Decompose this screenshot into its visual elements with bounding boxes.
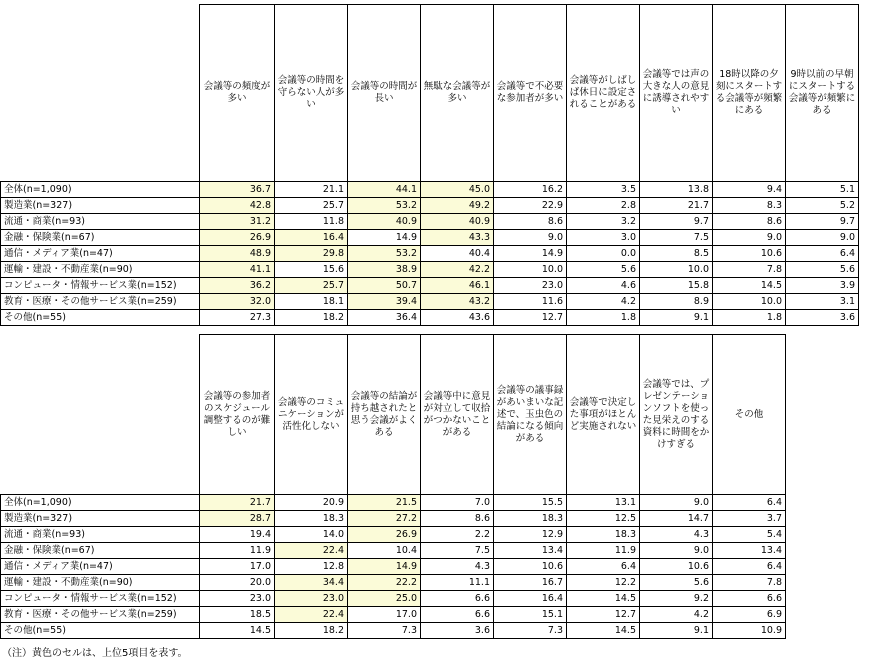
value-cell: 27.3 [200,310,275,326]
value-cell: 7.3 [348,623,421,639]
value-cell: 13.1 [567,495,640,511]
value-cell: 9.0 [494,230,567,246]
value-cell: 6.4 [713,495,786,511]
value-cell: 15.6 [275,262,348,278]
value-cell: 7.5 [421,543,494,559]
row-label: 通信・メディア業(n=47) [1,559,200,575]
value-cell: 14.0 [275,527,348,543]
value-cell: 14.9 [348,230,421,246]
value-cell: 5.6 [567,262,640,278]
value-cell: 13.4 [494,543,567,559]
value-cell: 7.0 [421,495,494,511]
value-cell: 6.4 [567,559,640,575]
value-cell: 53.2 [348,246,421,262]
value-cell: 12.7 [494,310,567,326]
value-cell: 9.7 [640,214,713,230]
value-cell: 34.4 [275,575,348,591]
row-label: 全体(n=1,090) [1,495,200,511]
table-row [1,246,859,262]
value-cell: 26.9 [200,230,275,246]
value-cell: 14.7 [640,511,713,527]
column-header: 会議等がしばしば休日に設定されることがある [567,5,640,182]
value-cell: 29.8 [275,246,348,262]
column-header: 会議等の時間が長い [348,5,421,182]
column-header: 会議等の頻度が多い [200,5,275,182]
value-cell: 3.2 [567,214,640,230]
value-cell: 41.1 [200,262,275,278]
table-row [1,182,859,198]
value-cell: 10.6 [640,559,713,575]
table-row [1,230,859,246]
row-label: 製造業(n=327) [1,511,200,527]
table-row [1,214,859,230]
value-cell: 20.0 [200,575,275,591]
value-cell: 3.6 [786,310,859,326]
column-header: 9時以前の早朝にスタートする会議等が頻繁にある [786,5,859,182]
row-label: 金融・保険業(n=67) [1,230,200,246]
value-cell: 49.2 [421,198,494,214]
table-row [1,511,786,527]
value-cell: 8.6 [421,511,494,527]
value-cell: 14.9 [348,559,421,575]
value-cell: 16.2 [494,182,567,198]
value-cell: 42.2 [421,262,494,278]
column-header: 会議等中に意見が対立して収拾がつかないことがある [421,335,494,495]
value-cell: 26.9 [348,527,421,543]
table-row [1,198,859,214]
row-label: 教育・医療・その他サービス業(n=259) [1,607,200,623]
value-cell: 40.9 [348,214,421,230]
row-label: 全体(n=1,090) [1,182,200,198]
value-cell: 21.1 [275,182,348,198]
table-row [1,543,786,559]
value-cell: 10.0 [640,262,713,278]
value-cell: 18.1 [275,294,348,310]
column-header: 会議等の議事録があいまいな記述で、玉虫色の結論になる傾向がある [494,335,567,495]
value-cell: 7.3 [494,623,567,639]
value-cell: 40.9 [421,214,494,230]
value-cell: 23.0 [200,591,275,607]
value-cell: 18.3 [494,511,567,527]
value-cell: 12.8 [275,559,348,575]
value-cell: 5.4 [713,527,786,543]
column-header: 会議等では、プレゼンテーションソフトを使った見栄えのする資料に時間をかけすぎる [640,335,713,495]
value-cell: 22.9 [494,198,567,214]
value-cell: 48.9 [200,246,275,262]
value-cell: 25.7 [275,198,348,214]
value-cell: 11.6 [494,294,567,310]
value-cell: 11.9 [567,543,640,559]
value-cell: 14.5 [567,623,640,639]
value-cell: 5.2 [786,198,859,214]
value-cell: 25.0 [348,591,421,607]
row-label: 教育・医療・その他サービス業(n=259) [1,294,200,310]
value-cell: 3.7 [713,511,786,527]
column-header: 会議等のコミュニケーションが活性化しない [275,335,348,495]
column-header: 18時以降の夕刻にスタートする会議等が頻繁にある [713,5,786,182]
value-cell: 32.0 [200,294,275,310]
value-cell: 10.9 [713,623,786,639]
value-cell: 12.7 [567,607,640,623]
row-label: 金融・保険業(n=67) [1,543,200,559]
value-cell: 3.9 [786,278,859,294]
value-cell: 7.5 [640,230,713,246]
value-cell: 36.4 [348,310,421,326]
value-cell: 3.6 [421,623,494,639]
value-cell: 20.9 [275,495,348,511]
column-header: 会議等の結論が持ち越されたと思う会議がよくある [348,335,421,495]
value-cell: 9.1 [640,310,713,326]
value-cell: 6.6 [421,607,494,623]
value-cell: 43.3 [421,230,494,246]
header-blank [1,335,200,495]
column-header: 会議等の時間を守らない人が多い [275,5,348,182]
value-cell: 43.6 [421,310,494,326]
table-meeting-issues-1 [0,4,859,326]
row-label: 流通・商業(n=93) [1,527,200,543]
row-label: 運輸・建設・不動産業(n=90) [1,575,200,591]
value-cell: 3.0 [567,230,640,246]
column-header: 会議等で不必要な参加者が多い [494,5,567,182]
value-cell: 4.3 [421,559,494,575]
value-cell: 1.8 [567,310,640,326]
value-cell: 16.4 [275,230,348,246]
value-cell: 17.0 [200,559,275,575]
value-cell: 14.5 [567,591,640,607]
value-cell: 10.6 [494,559,567,575]
value-cell: 8.9 [640,294,713,310]
value-cell: 8.3 [713,198,786,214]
value-cell: 5.6 [640,575,713,591]
value-cell: 36.2 [200,278,275,294]
table-row [1,495,786,511]
value-cell: 21.5 [348,495,421,511]
value-cell: 15.5 [494,495,567,511]
value-cell: 2.8 [567,198,640,214]
column-header: 無駄な会議等が多い [421,5,494,182]
value-cell: 14.5 [713,278,786,294]
table-row [1,278,859,294]
column-header: 会議等で決定した事項がほとんど実施されない [567,335,640,495]
value-cell: 42.8 [200,198,275,214]
value-cell: 5.6 [786,262,859,278]
value-cell: 39.4 [348,294,421,310]
value-cell: 23.0 [494,278,567,294]
value-cell: 17.0 [348,607,421,623]
value-cell: 6.9 [713,607,786,623]
column-header: その他 [713,335,786,495]
value-cell: 3.5 [567,182,640,198]
table-row [1,591,786,607]
table-row [1,559,786,575]
value-cell: 9.2 [640,591,713,607]
value-cell: 38.9 [348,262,421,278]
value-cell: 15.8 [640,278,713,294]
value-cell: 18.5 [200,607,275,623]
value-cell: 31.2 [200,214,275,230]
value-cell: 1.8 [713,310,786,326]
value-cell: 23.0 [275,591,348,607]
value-cell: 9.0 [640,543,713,559]
table-row [1,294,859,310]
row-label: 流通・商業(n=93) [1,214,200,230]
value-cell: 4.6 [567,278,640,294]
value-cell: 8.5 [640,246,713,262]
table-row [1,623,786,639]
row-label: その他(n=55) [1,310,200,326]
value-cell: 9.4 [713,182,786,198]
value-cell: 45.0 [421,182,494,198]
value-cell: 7.8 [713,262,786,278]
value-cell: 0.0 [567,246,640,262]
value-cell: 27.2 [348,511,421,527]
value-cell: 21.7 [640,198,713,214]
table-row [1,262,859,278]
value-cell: 8.6 [713,214,786,230]
value-cell: 7.8 [713,575,786,591]
value-cell: 12.2 [567,575,640,591]
value-cell: 9.0 [640,495,713,511]
footnote: （注）黄色のセルは、上位5項目を表す。 [2,648,188,659]
row-label: 運輸・建設・不動産業(n=90) [1,262,200,278]
value-cell: 6.4 [786,246,859,262]
table-row [1,575,786,591]
value-cell: 28.7 [200,511,275,527]
value-cell: 36.7 [200,182,275,198]
value-cell: 4.2 [567,294,640,310]
value-cell: 6.6 [421,591,494,607]
value-cell: 53.2 [348,198,421,214]
value-cell: 14.5 [200,623,275,639]
value-cell: 43.2 [421,294,494,310]
value-cell: 18.3 [275,511,348,527]
value-cell: 9.0 [713,230,786,246]
value-cell: 16.4 [494,591,567,607]
value-cell: 11.9 [200,543,275,559]
table-row [1,607,786,623]
value-cell: 15.1 [494,607,567,623]
row-label: コンピュータ・情報サービス業(n=152) [1,591,200,607]
value-cell: 44.1 [348,182,421,198]
table-row [1,310,859,326]
table-meeting-issues-2 [0,334,786,639]
value-cell: 13.8 [640,182,713,198]
value-cell: 9.0 [786,230,859,246]
value-cell: 50.7 [348,278,421,294]
value-cell: 22.4 [275,543,348,559]
value-cell: 5.1 [786,182,859,198]
value-cell: 21.7 [200,495,275,511]
value-cell: 11.8 [275,214,348,230]
row-label: 通信・メディア業(n=47) [1,246,200,262]
value-cell: 40.4 [421,246,494,262]
row-label: コンピュータ・情報サービス業(n=152) [1,278,200,294]
value-cell: 12.5 [567,511,640,527]
value-cell: 2.2 [421,527,494,543]
table-row [1,527,786,543]
value-cell: 22.2 [348,575,421,591]
value-cell: 4.3 [640,527,713,543]
value-cell: 10.0 [713,294,786,310]
header-blank [1,5,200,182]
value-cell: 14.9 [494,246,567,262]
value-cell: 16.7 [494,575,567,591]
value-cell: 18.3 [567,527,640,543]
value-cell: 19.4 [200,527,275,543]
value-cell: 10.4 [348,543,421,559]
value-cell: 18.2 [275,310,348,326]
row-label: その他(n=55) [1,623,200,639]
value-cell: 3.1 [786,294,859,310]
value-cell: 13.4 [713,543,786,559]
column-header: 会議等の参加者のスケジュール調整するのが難しい [200,335,275,495]
column-header: 会議等では声の大きな人の意見に誘導されやすい [640,5,713,182]
value-cell: 6.4 [713,559,786,575]
value-cell: 9.7 [786,214,859,230]
value-cell: 8.6 [494,214,567,230]
value-cell: 11.1 [421,575,494,591]
value-cell: 25.7 [275,278,348,294]
row-label: 製造業(n=327) [1,198,200,214]
value-cell: 22.4 [275,607,348,623]
value-cell: 9.1 [640,623,713,639]
value-cell: 4.2 [640,607,713,623]
value-cell: 10.6 [713,246,786,262]
value-cell: 12.9 [494,527,567,543]
value-cell: 10.0 [494,262,567,278]
value-cell: 6.6 [713,591,786,607]
value-cell: 46.1 [421,278,494,294]
value-cell: 18.2 [275,623,348,639]
